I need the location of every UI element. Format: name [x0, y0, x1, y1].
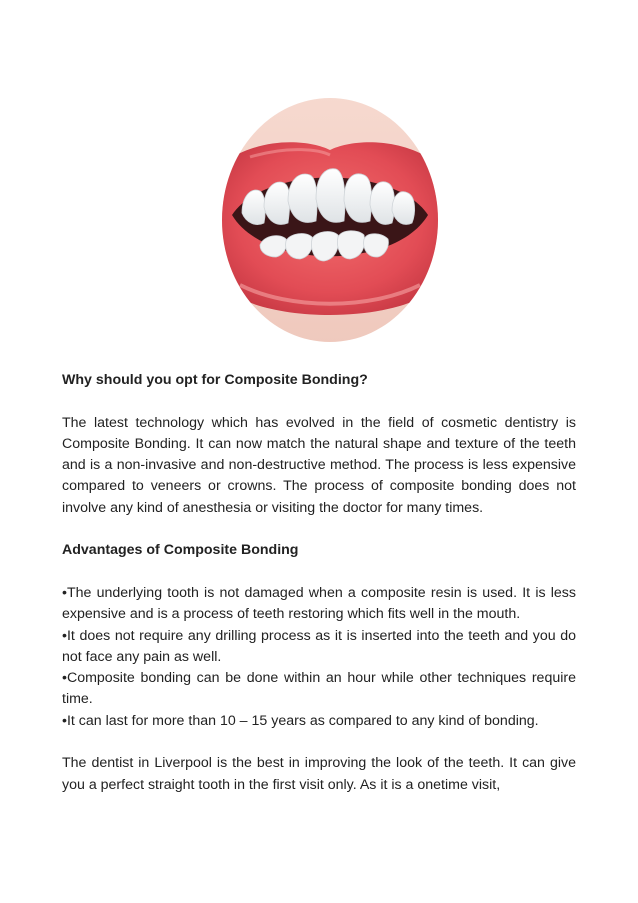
bullet-item: •The underlying tooth is not damaged when a composite resin is used. It is less expensive and is a process of teeth restoring which fits well in the mouth. — [62, 584, 576, 623]
section-heading-advantages: Advantages of Composite Bonding — [62, 542, 299, 559]
paragraph-why: The latest technology which has evolved in the field of cosmetic dentistry is Composite Bonding. It can now match the natural shape and texture of the teeth and is a non-invasive and non-destructive method. The process is less expensive compared to veneers or crowns. The process of composite bonding does not involve any kind of anesthesia or visiting the doctor for many times. — [62, 414, 576, 516]
smile-photo — [220, 95, 440, 345]
paragraph-dentist: The dentist in Liverpool is the best in improving the look of the teeth. It can give you a perfect straight tooth in the first visit only. As it is a onetime visit, — [62, 755, 576, 793]
section-heading-why: Why should you opt for Composite Bonding? — [62, 372, 368, 388]
article-body — [62, 370, 576, 796]
smile-teeth-icon — [220, 95, 440, 345]
bullet-item: •Composite bonding can be done within an hour while other techniques require time. — [62, 670, 576, 708]
bullet-item: •It does not require any drilling process as it is inserted into the teeth and you do not face any pain as well. — [62, 627, 576, 665]
bullet-item: •It can last for more than 10 – 15 years as compared to any kind of bonding. — [62, 712, 539, 729]
